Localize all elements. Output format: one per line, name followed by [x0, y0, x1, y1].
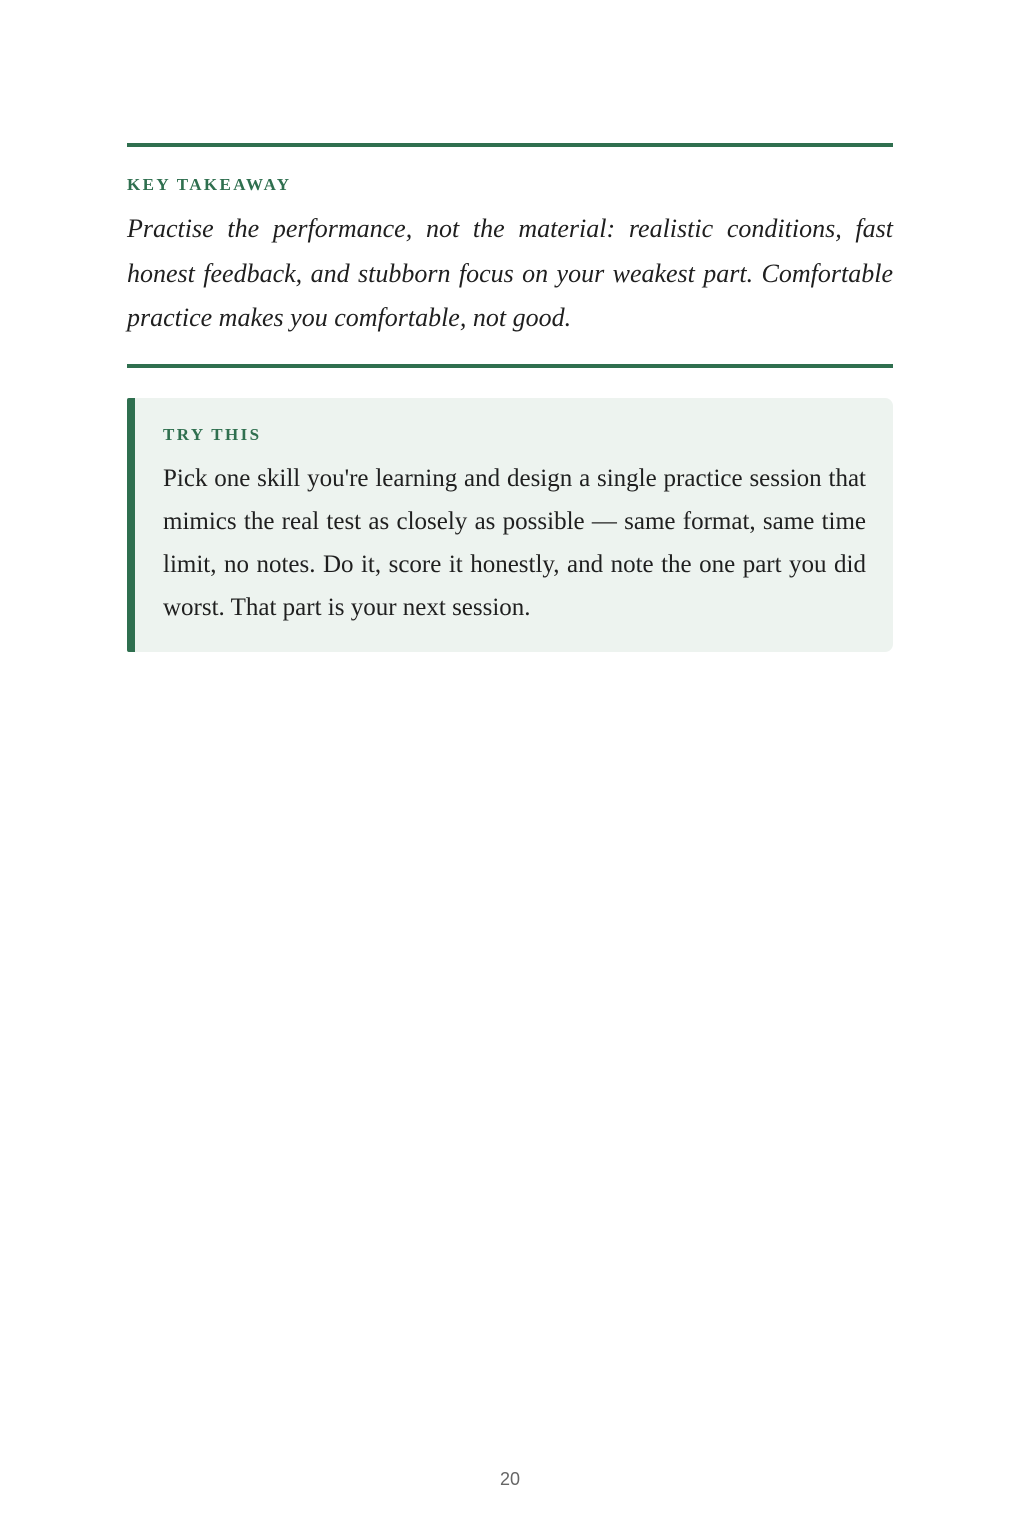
key-takeaway-section: [127, 143, 893, 368]
try-this-callout: [127, 398, 893, 652]
page-number: 20: [499, 1469, 521, 1489]
try-this-label: TRY THIS: [163, 425, 262, 444]
key-takeaway-label: KEY TAKEAWAY: [127, 175, 292, 194]
try-this-text: Pick one skill you're learning and design a single practice session that mimics the real test as closely as possible — same format, same time limit, no notes. Do it, score it honestly, and note the one part you did worst. That part is your next session.: [163, 465, 866, 621]
key-takeaway-text: Practise the performance, not the material: realistic conditions, fast honest feedback, and stubborn focus on your weakest part. Comfortable practice makes you comfortable, not good.: [127, 214, 893, 332]
